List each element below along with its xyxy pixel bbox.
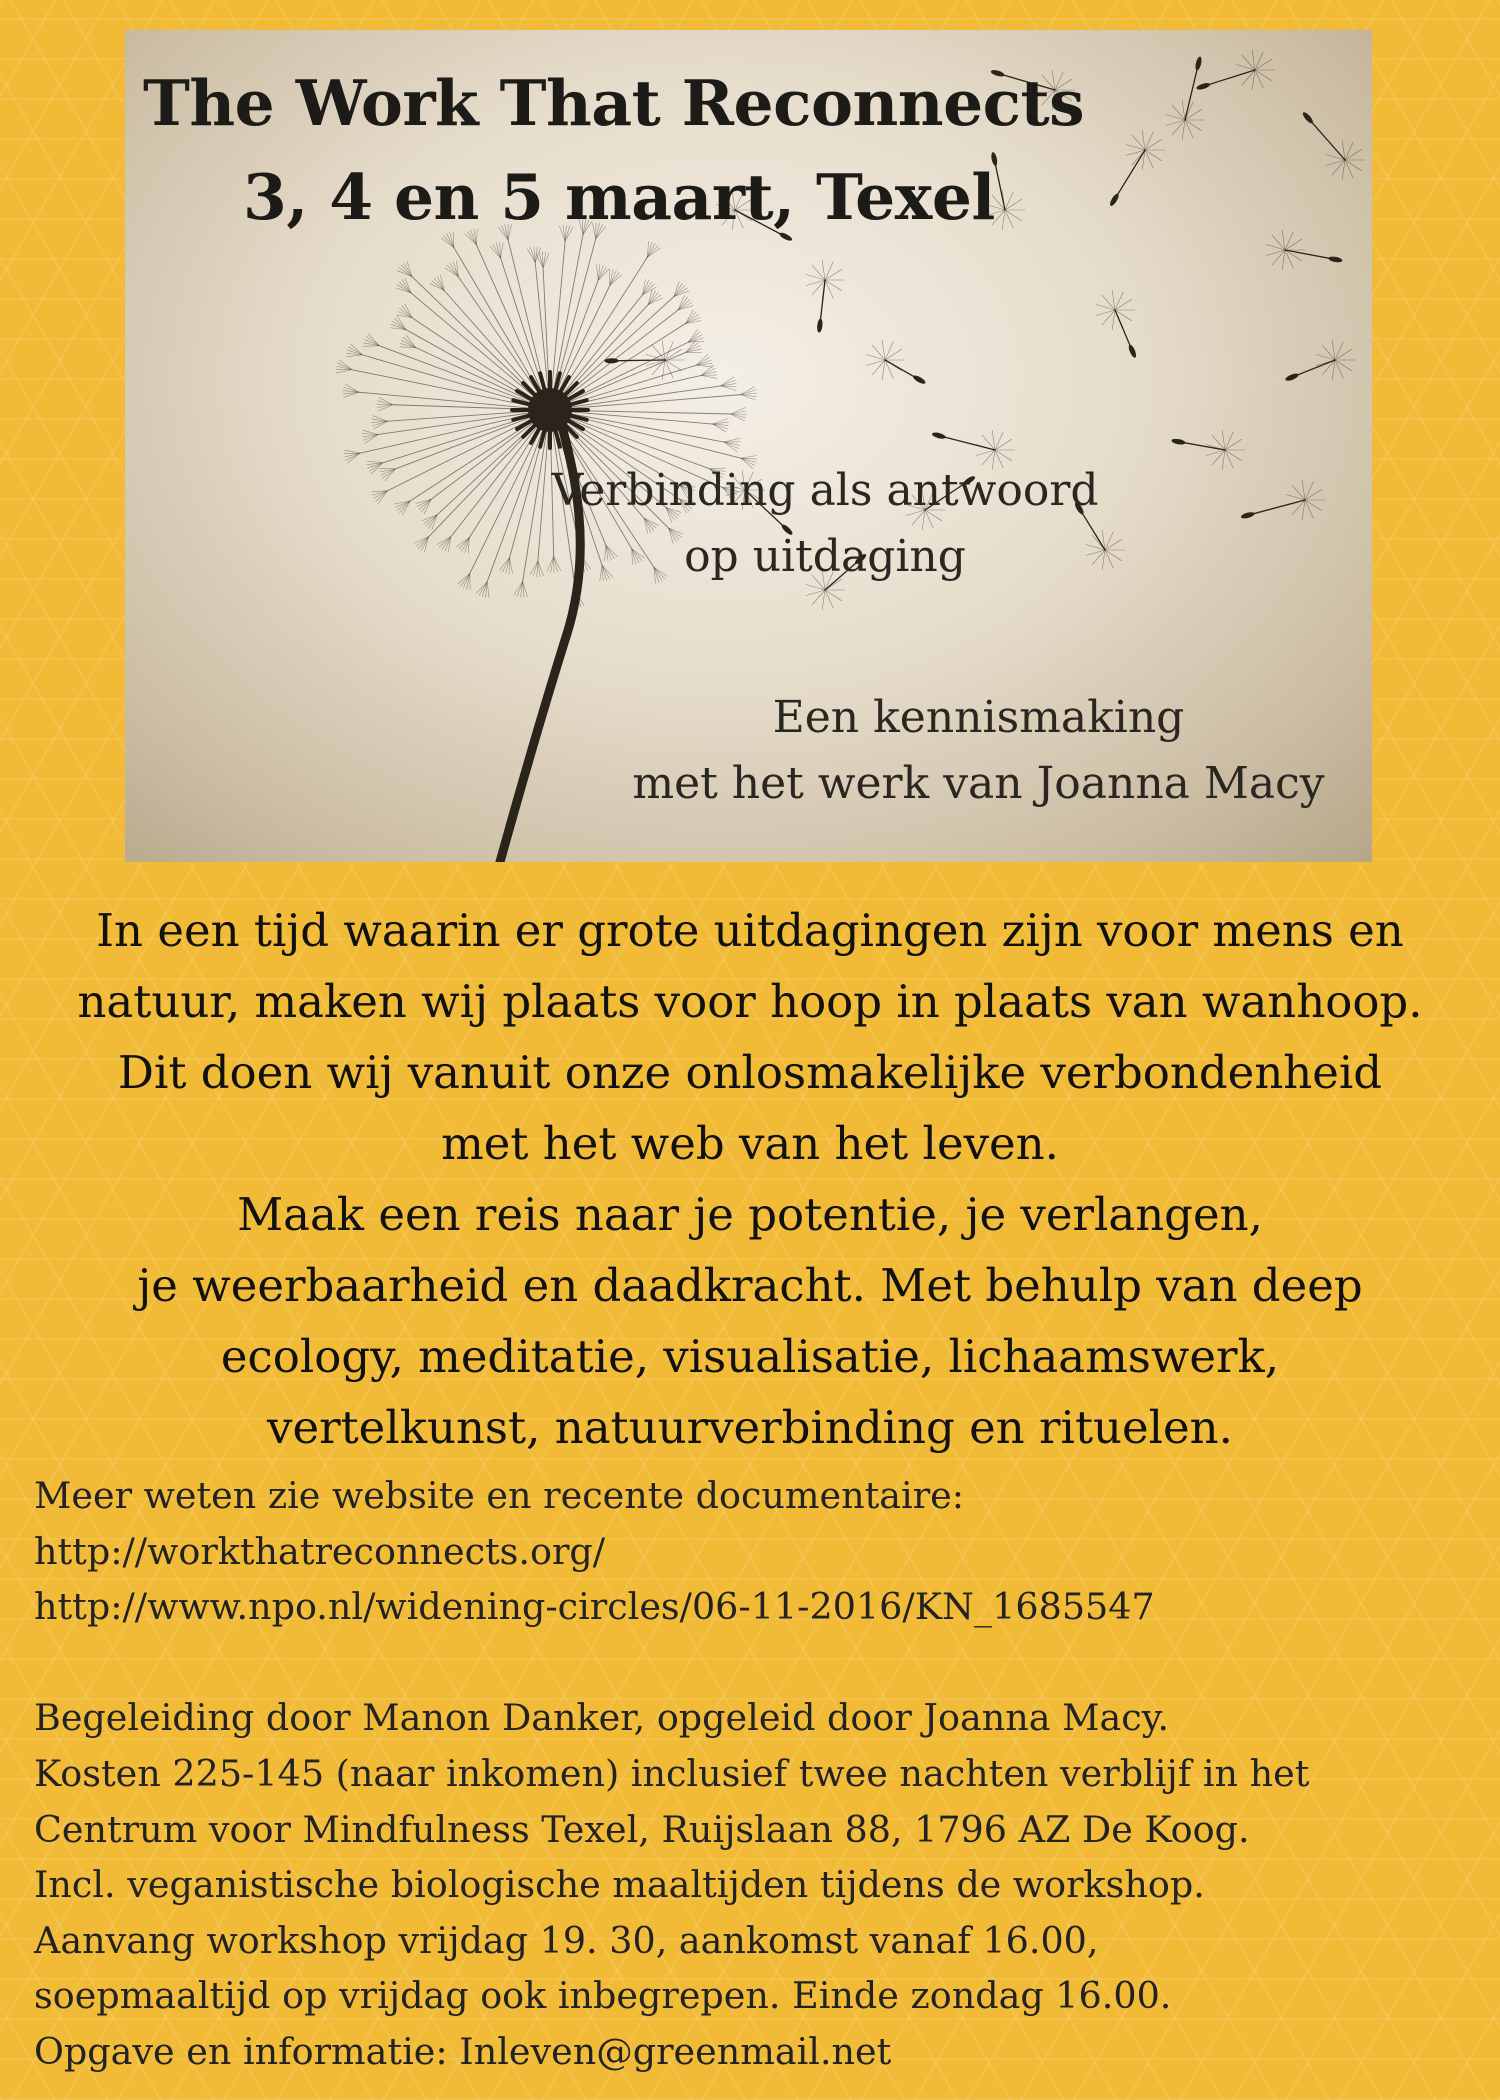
venue-line: Centrum voor Mindfulness Texel, Ruijslaan 88, 1796 AZ De Koog. xyxy=(34,1807,1250,1851)
facilitator-line: Begeleiding door Manon Danker, opgeleid door Joanna Macy. xyxy=(34,1696,1170,1740)
intro-line: Een kennismaking xyxy=(772,692,1185,743)
start-time-line: Aanvang workshop vrijdag 19. 30, aankomst vanaf 16.00, xyxy=(34,1918,1099,1962)
contact-line[interactable]: Opgave en informatie: Inleven@greenmail.net xyxy=(34,2029,892,2073)
description-line: ecology, meditatie, visualisatie, lichaamswerk, xyxy=(220,1330,1280,1383)
tagline xyxy=(545,458,1105,590)
intro-line: met het werk van Joanna Macy xyxy=(632,758,1325,809)
website-link[interactable]: http://workthatreconnects.org/ xyxy=(34,1529,606,1573)
description-line: vertelkunst, natuurverbinding en rituelen. xyxy=(267,1401,1233,1454)
spacer xyxy=(34,1635,1474,1691)
documentary-link[interactable]: http://www.npo.nl/widening-circles/06-11-2016/KN_1685547 xyxy=(34,1585,1155,1629)
links-intro: Meer weten zie website en recente documentaire: xyxy=(34,1474,965,1517)
description-line: met het web van het leven. xyxy=(441,1117,1059,1170)
title-line-name: The Work That Reconnects xyxy=(143,66,1085,140)
description-line: natuur, maken wij plaats voor hoop in plaats van wanhoop. xyxy=(77,975,1423,1028)
tagline-line: op uitdaging xyxy=(684,531,966,582)
introduction-subtitle xyxy=(585,685,1372,817)
practical-info xyxy=(34,1468,1474,2080)
event-title xyxy=(143,56,1193,244)
description-line: In een tijd waarin er grote uitdagingen zijn voor mens en xyxy=(96,904,1404,957)
description-line: je weerbaarheid en daadkracht. Met behulp van deep xyxy=(137,1259,1363,1312)
title-line-date-place: 3, 4 en 5 maart, Texel xyxy=(243,160,995,234)
end-time-line: soepmaaltijd op vrijdag ook inbegrepen. Einde zondag 16.00. xyxy=(34,1974,1172,2018)
meals-line: Incl. veganistische biologische maaltijden tijdens de workshop. xyxy=(34,1863,1205,1907)
description-text xyxy=(0,895,1500,1463)
description-line: Maak een reis naar je potentie, je verlangen, xyxy=(237,1188,1263,1241)
description-line: Dit doen wij vanuit onze onlosmakelijke verbondenheid xyxy=(117,1046,1383,1099)
cost-line: Kosten 225-145 (naar inkomen) inclusief twee nachten verblijf in het xyxy=(34,1751,1310,1795)
hero-banner xyxy=(125,30,1372,862)
tagline-line: Verbinding als antwoord xyxy=(551,465,1099,516)
